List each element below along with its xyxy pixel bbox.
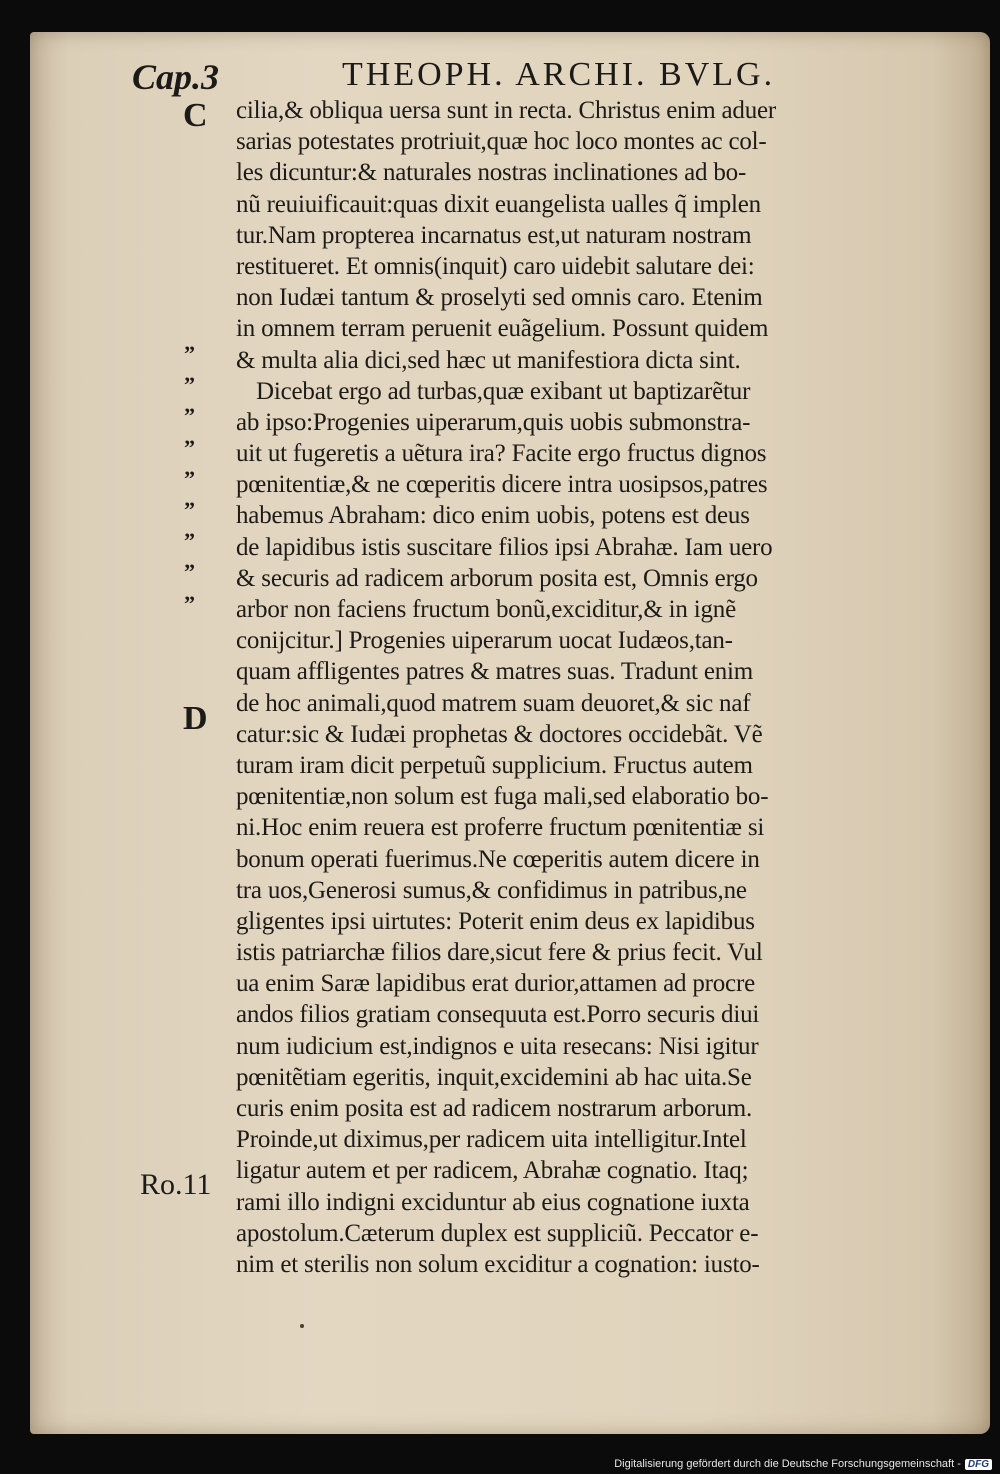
text-line: tur.Nam propterea incarnatus est,ut naturam nostram [236, 221, 752, 249]
text-line: quam affligentes patres & matres suas. Tradunt enim [236, 658, 754, 686]
text-line: & multa alia dici,sed hæc ut manifestiora dicta sint. [236, 346, 741, 374]
text-line: istis patriarchæ filios dare,sicut fere & prius fecit. Vul [236, 939, 763, 967]
marginal-reference: Ro.11 [140, 1168, 212, 1201]
text-line: de hoc animali,quod matrem suam deuoret,& sic naf [236, 689, 751, 717]
text-line: curis enim posita est ad radicem nostrarum arborum. [236, 1095, 753, 1122]
quote-mark: ” [184, 341, 194, 366]
digitization-footer [614, 1458, 992, 1470]
text-line: les dicuntur:& naturales nostras inclinationes ad bo- [236, 159, 747, 187]
quote-mark: ” [184, 591, 194, 616]
footer-credit: Digitalisierung gefördert durch die Deutsche Forschungsgemeinschaft - [614, 1458, 961, 1470]
text-line: ab ipso:Progenies uiperarum,quis uobis submonstra- [236, 408, 751, 436]
text-line: pœnitẽtiam egeritis, inquit,excidemini ab hac uita.Se [236, 1063, 752, 1091]
text-line: andos filios gratiam consequuta est.Porro securis diui [236, 1001, 760, 1029]
text-line: habemus Abraham: dico enim uobis, potens est deus [236, 502, 750, 530]
text-line: pœnitentiæ,non solum est fuga mali,sed elaboratio bo- [236, 783, 769, 811]
text-line: rami illo indigni exciduntur ab eius cognatione iuxta [236, 1188, 750, 1216]
text-line: ua enim Saræ lapidibus erat durior,attamen ad procre [236, 970, 755, 998]
text-line: Proinde,ut diximus,per radicem uita intelligitur.Intel [236, 1126, 747, 1154]
text-line: restitueret. Et omnis(inquit) caro uidebit salutare dei: [236, 252, 755, 280]
section-letter-c: C [183, 97, 208, 134]
quote-mark: ” [184, 528, 194, 553]
text-line: apostolum.Cæterum duplex est suppliciũ. Peccator e- [236, 1219, 759, 1247]
text-line: conijcitur.] Progenies uiperarum uocat Iudæos,tan- [236, 627, 733, 655]
text-line: Dicebat ergo ad turbas,quæ exibant ut baptizarẽtur [256, 377, 751, 405]
text-line: num iudicium est,indignos e uita resecans: Nisi igitur [236, 1032, 759, 1060]
running-head: THEOPH. ARCHI. BVLG. [342, 56, 776, 93]
text-line: catur:sic & Iudæi prophetas & doctores occidebãt. Vẽ [236, 720, 763, 748]
section-letter-d: D [183, 700, 208, 737]
dfg-logo: DFG [965, 1459, 992, 1470]
quote-mark: ” [184, 435, 194, 460]
quote-mark: ” [184, 497, 194, 522]
text-line: de lapidibus istis suscitare filios ipsi Abrahæ. Iam uero [236, 533, 773, 561]
body-text [236, 95, 926, 1280]
quote-mark: ” [184, 403, 194, 428]
quote-mark: ” [184, 466, 194, 491]
text-line: turam iram dicit perpetuũ supplicium. Fructus autem [236, 751, 753, 779]
text-line: ni.Hoc enim reuera est proferre fructum pœnitentiæ si [236, 814, 765, 842]
text-line: nim et sterilis non solum exciditur a cognation: iusto- [236, 1250, 760, 1278]
text-line: pœnitentiæ,& ne cœperitis dicere intra uosipsos,patres [236, 471, 768, 499]
quote-mark: ” [184, 559, 194, 584]
text-line: sarias potestates protriuit,quæ hoc loco montes ac col- [236, 128, 767, 156]
text-line: non Iudæi tantum & proselyti sed omnis caro. Etenim [236, 284, 763, 312]
text-line: cilia,& obliqua uersa sunt in recta. Christus enim aduer [236, 97, 777, 124]
text-line: arbor non faciens fructum bonũ,exciditur,& in ignẽ [236, 596, 736, 623]
text-line: in omnem terram peruenit euãgelium. Possunt quidem [236, 315, 769, 343]
text-line: & securis ad radicem arborum posita est, Omnis ergo [236, 564, 758, 592]
text-line: ligatur autem et per radicem, Abrahæ cognatio. Itaq; [236, 1157, 749, 1185]
text-line: uit ut fugeretis a uẽtura ira? Facite ergo fructus dignos [236, 440, 767, 468]
text-line: tra uos,Generosi sumus,& confidimus in patribus,ne [236, 876, 747, 904]
text-line: bonum operati fuerimus.Ne cœperitis autem dicere in [236, 845, 760, 873]
text-line: gligentes ipsi uirtutes: Poterit enim deus ex lapidibus [236, 907, 755, 935]
quote-mark: ” [184, 372, 194, 397]
text-line: nũ reuiuificauit:quas dixit euangelista ualles q̃ implen [236, 190, 761, 218]
chapter-label: Cap.3 [132, 57, 220, 97]
ink-speck [300, 1324, 304, 1328]
